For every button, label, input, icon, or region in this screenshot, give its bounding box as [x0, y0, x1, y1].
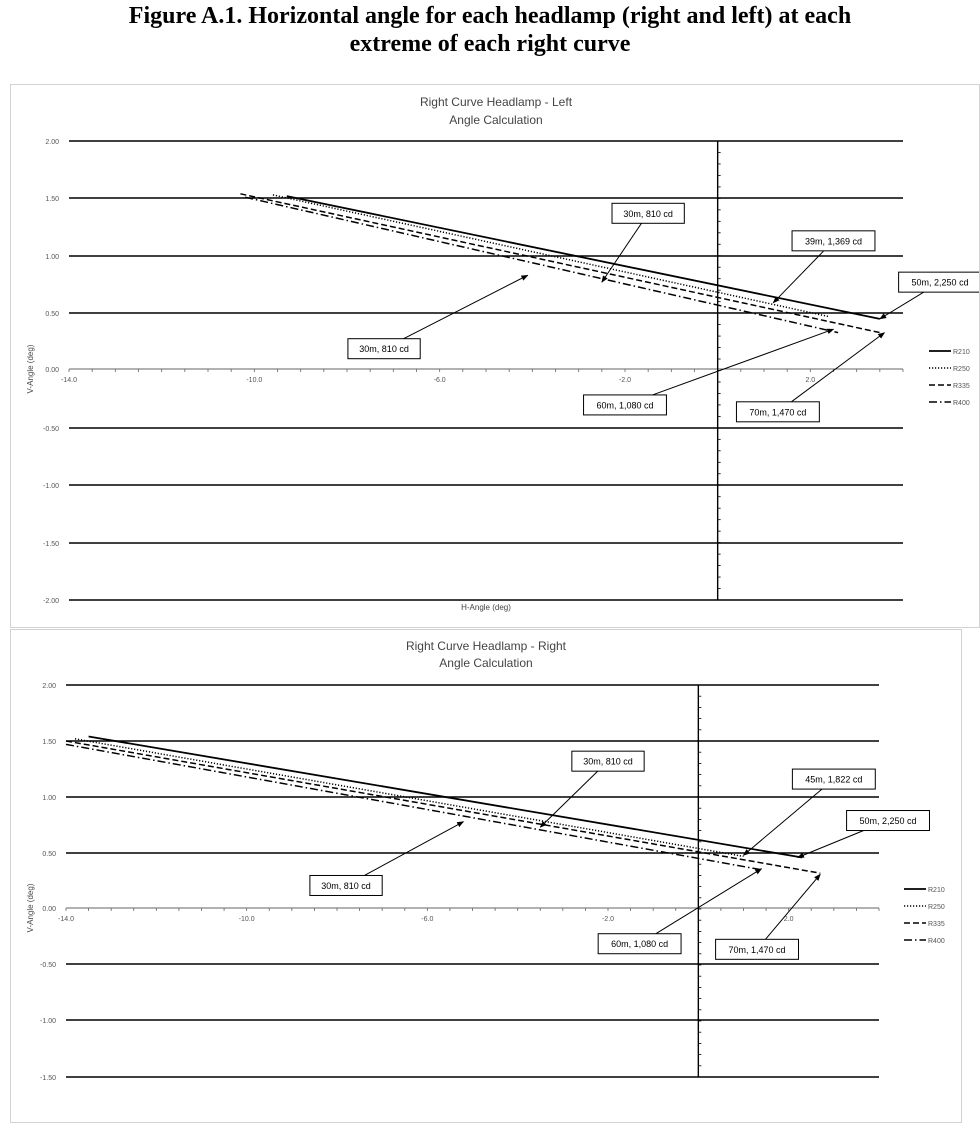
annotation-label: 70m, 1,470 cd	[728, 944, 786, 955]
series-line-r335	[240, 194, 879, 333]
series-line-r400	[66, 744, 762, 869]
series-line-r210	[287, 196, 880, 319]
y-tick-label: -1.50	[40, 1075, 56, 1082]
y-tick-label: 0.00	[42, 906, 56, 913]
x-tick-label: -10.0	[238, 916, 255, 923]
annotation-arrow	[791, 333, 884, 402]
y-tick-label: 2.00	[42, 683, 56, 690]
figure-title-line-1: Figure A.1. Horizontal angle for each headlamp (right and left) at each	[128, 3, 852, 29]
chart-panel-right-headlamp	[10, 629, 962, 1123]
x-tick-label: -2.0	[601, 916, 615, 923]
y-tick-label: -2.00	[43, 598, 59, 605]
y-tick-label: -1.00	[43, 483, 59, 490]
y-tick-label: -1.50	[43, 541, 59, 548]
x-axis-label: H-Angle (deg)	[461, 603, 511, 612]
y-tick-label: -1.00	[40, 1018, 56, 1025]
figure-title-line-2: extreme of each right curve	[349, 31, 631, 57]
legend-label-r250: R250	[928, 904, 945, 911]
annotation-arrow	[773, 251, 824, 303]
annotation-arrow	[656, 869, 762, 934]
y-tick-label: 2.00	[45, 139, 59, 146]
x-tick-label: -14.0	[58, 916, 74, 923]
y-tick-label: 1.00	[45, 254, 59, 261]
x-tick-label: -6.0	[433, 377, 446, 384]
series-line-r400	[245, 197, 838, 332]
chart-subtitle: Angle Calculation	[449, 113, 543, 127]
legend-label-r400: R400	[928, 938, 945, 945]
annotation-arrow	[880, 292, 924, 319]
legend-label-r250: R250	[953, 366, 970, 373]
annotation-label: 39m, 1,369 cd	[804, 236, 863, 247]
x-tick-label: -6.0	[421, 916, 434, 923]
annotation-label: 30m, 810 cd	[321, 880, 371, 891]
annotation-label: 60m, 1,080 cd	[611, 939, 669, 950]
legend-label-r400: R400	[953, 400, 970, 407]
chart-panel-left-headlamp	[10, 84, 980, 628]
x-tick-label: -14.0	[61, 377, 77, 384]
x-tick-label: -2.0	[618, 377, 632, 384]
legend-label-r335: R335	[928, 921, 945, 928]
annotation-arrow	[602, 223, 642, 282]
y-tick-label: 0.00	[45, 367, 59, 374]
y-axis-label: V-Angle (deg)	[26, 883, 35, 933]
annotation-label: 30m, 810 cd	[583, 756, 633, 767]
chart-right-headlamp	[11, 630, 961, 1122]
annotation-label: 30m, 810 cd	[623, 208, 673, 219]
legend-label-r335: R335	[953, 383, 970, 390]
annotation-label: 60m, 1,080 cd	[596, 400, 654, 411]
annotation-label: 70m, 1,470 cd	[749, 407, 807, 418]
legend-label-r210: R210	[928, 887, 945, 894]
chart-left-headlamp	[11, 85, 979, 627]
annotation-arrow	[765, 874, 820, 939]
annotation-label: 50m, 2,250 cd	[859, 816, 917, 827]
legend-label-r210: R210	[953, 349, 970, 356]
x-tick-label: 2.0	[783, 916, 794, 923]
y-tick-label: -0.50	[40, 962, 56, 969]
x-tick-label: -10.0	[246, 377, 263, 384]
y-tick-label: 1.50	[45, 196, 59, 203]
x-tick-label: 2.0	[805, 377, 816, 384]
y-tick-label: 0.50	[42, 851, 56, 858]
chart-subtitle: Angle Calculation	[439, 656, 533, 670]
y-tick-label: 1.00	[42, 795, 56, 802]
annotation-arrow	[653, 329, 834, 395]
annotation-label: 30m, 810 cd	[359, 344, 409, 355]
annotation-label: 50m, 2,250 cd	[911, 277, 969, 288]
y-tick-label: 1.50	[42, 739, 56, 746]
y-tick-label: -0.50	[43, 426, 59, 433]
figure-title	[0, 0, 980, 58]
annotation-arrow	[364, 822, 463, 876]
annotation-arrow	[744, 789, 822, 855]
annotation-arrow	[404, 275, 528, 338]
chart-title: Right Curve Headlamp - Left	[419, 95, 573, 109]
y-axis-label: V-Angle (deg)	[26, 344, 35, 394]
chart-title: Right Curve Headlamp - Right	[405, 639, 567, 653]
y-tick-label: 0.50	[45, 311, 59, 318]
annotation-label: 45m, 1,822 cd	[805, 774, 863, 785]
